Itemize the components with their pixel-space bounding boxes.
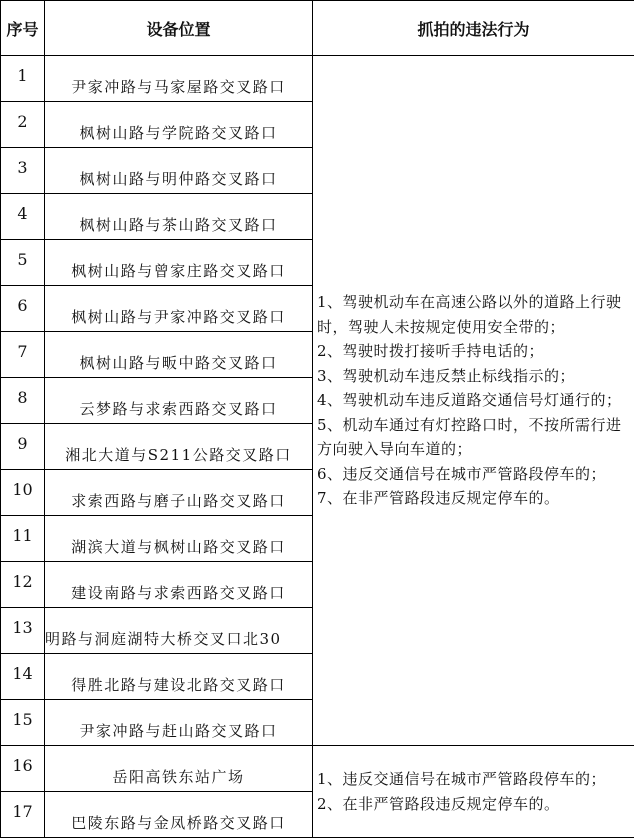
row-location: 枫树山路与尹家冲路交叉路口 — [45, 286, 313, 332]
row-location: 枫树山路与明仲路交叉路口 — [45, 148, 313, 194]
behavior-cell-group2 — [313, 746, 634, 838]
behavior-item: 3、驾驶机动车违反禁止标线指示的； — [317, 364, 630, 389]
header-behavior: 抓拍的违法行为 — [313, 1, 634, 56]
row-seq: 5 — [1, 240, 45, 286]
row-location: 枫树山路与茶山路交叉路口 — [45, 194, 313, 240]
row-seq: 10 — [1, 470, 45, 516]
row-seq: 11 — [1, 516, 45, 562]
row-location: 尹家冲路与赶山路交叉路口 — [45, 700, 313, 746]
behavior-item: 6、违反交通信号在城市严管路段停车的； — [317, 462, 630, 487]
row-location: 得胜北路与建设北路交叉路口 — [45, 654, 313, 700]
behavior-item: 7、在非严管路段违反规定停车的。 — [317, 486, 630, 511]
header-location: 设备位置 — [45, 1, 313, 56]
row-seq: 13 — [1, 608, 45, 654]
row-seq: 9 — [1, 424, 45, 470]
behavior-item: 1、驾驶机动车在高速公路以外的道路上行驶时，驾驶人未按规定使用安全带的； — [317, 290, 630, 339]
row-seq: 1 — [1, 56, 45, 102]
row-seq: 17 — [1, 792, 45, 838]
row-location: 枫树山路与畈中路交叉路口 — [45, 332, 313, 378]
row-seq: 8 — [1, 378, 45, 424]
table-row — [1, 56, 634, 102]
behavior-item: 2、驾驶时拨打接听手持电话的； — [317, 339, 630, 364]
table-row — [1, 746, 634, 792]
row-seq: 3 — [1, 148, 45, 194]
row-seq: 2 — [1, 102, 45, 148]
row-location: 巴陵东路与金凤桥路交叉路口 — [45, 792, 313, 838]
row-location: 枫树山路与曾家庄路交叉路口 — [45, 240, 313, 286]
header-seq: 序号 — [1, 1, 45, 56]
behavior-item: 2、在非严管路段违反规定停车的。 — [317, 792, 630, 817]
row-seq: 16 — [1, 746, 45, 792]
row-seq: 12 — [1, 562, 45, 608]
row-seq: 4 — [1, 194, 45, 240]
row-location: 湖滨大道与枫树山路交叉路口 — [45, 516, 313, 562]
row-location: 湘北大道与S211公路交叉路口 — [45, 424, 313, 470]
row-location: 枫树山路与学院路交叉路口 — [45, 102, 313, 148]
row-location: 建设南路与求索西路交叉路口 — [45, 562, 313, 608]
row-location: 尹家冲路与马家屋路交叉路口 — [45, 56, 313, 102]
row-seq: 7 — [1, 332, 45, 378]
row-seq: 6 — [1, 286, 45, 332]
behavior-item: 4、驾驶机动车违反道路交通信号灯通行的； — [317, 388, 630, 413]
behavior-item: 5、机动车通过有灯控路口时，不按所需行进方向驶入导向车道的； — [317, 413, 630, 462]
row-location: 明路与洞庭湖特大桥交叉口北30 — [45, 608, 313, 654]
row-seq: 15 — [1, 700, 45, 746]
row-location: 云梦路与求索西路交叉路口 — [45, 378, 313, 424]
row-location: 求索西路与磨子山路交叉路口 — [45, 470, 313, 516]
behavior-item: 1、违反交通信号在城市严管路段停车的； — [317, 767, 630, 792]
row-seq: 14 — [1, 654, 45, 700]
behavior-cell-group1 — [313, 56, 634, 746]
row-location: 岳阳高铁东站广场 — [45, 746, 313, 792]
table-header-row — [1, 1, 634, 56]
